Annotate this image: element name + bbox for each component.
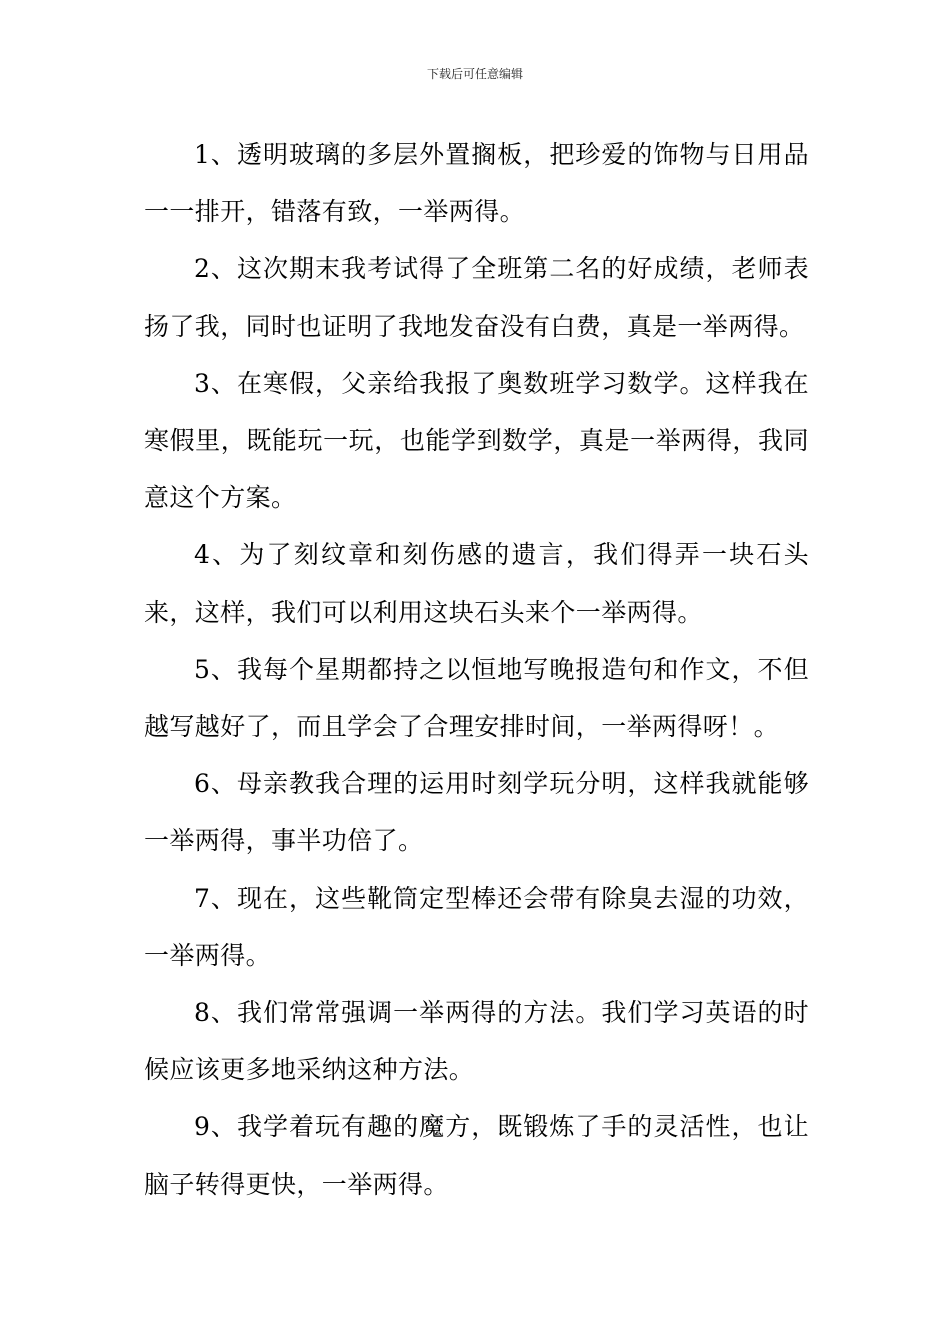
paragraph-2: 2、这次期末我考试得了全班第二名的好成绩，老师表扬了我，同时也证明了我地发奋没有白费，真是一举两得。 <box>144 254 809 341</box>
paragraph-1: 1、透明玻璃的多层外置搁板，把珍爱的饰物与日用品一一排开，错落有致，一举两得。 <box>144 140 809 227</box>
paragraph-3: 3、在寒假，父亲给我报了奥数班学习数学。这样我在寒假里，既能玩一玩，也能学到数学，真是一举两得，我同意这个方案。 <box>144 368 809 513</box>
paragraph-6: 6、母亲教我合理的运用时刻学玩分明，这样我就能够一举两得，事半功倍了。 <box>144 769 809 856</box>
document-body <box>144 126 809 1213</box>
paragraph-7: 7、现在，这些靴筒定型棒还会带有除臭去湿的功效，一举两得。 <box>144 883 809 970</box>
paragraph-9: 9、我学着玩有趣的魔方，既锻炼了手的灵活性，也让脑子转得更快，一举两得。 <box>144 1112 809 1199</box>
paragraph-8: 8、我们常常强调一举两得的方法。我们学习英语的时候应该更多地采纳这种方法。 <box>144 998 809 1085</box>
paragraph-4: 4、为了刻纹章和刻伤感的遗言，我们得弄一块石头来，这样，我们可以利用这块石头来个一举两得。 <box>144 540 809 627</box>
paragraph-5: 5、我每个星期都持之以恒地写晚报造句和作文，不但越写越好了，而且学会了合理安排时间，一举两得呀！。 <box>144 654 809 742</box>
page-header: 下载后可任意编辑 <box>426 67 523 81</box>
